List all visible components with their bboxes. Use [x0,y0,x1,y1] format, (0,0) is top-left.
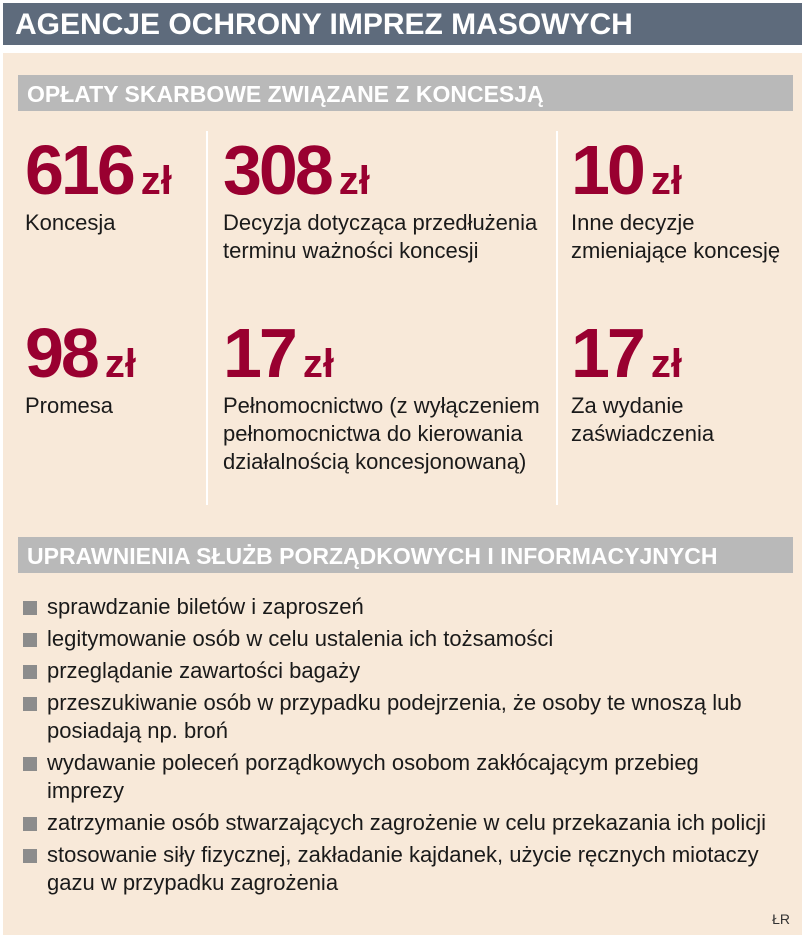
list-item: zatrzymanie osób stwarzających zagrożenie w celu przekazania ich policji [21,809,781,837]
fee-description: Promesa [25,393,114,418]
fee-item [223,131,553,265]
fee-item [25,314,200,420]
permissions-list [21,593,781,901]
square-bullet-icon [23,757,37,771]
square-bullet-icon [23,817,37,831]
square-bullet-icon [23,697,37,711]
fee-amount: 17 zł [571,314,682,392]
fees-header-label: OPŁATY SKARBOWE ZWIĄZANE Z KONCESJĄ [27,81,544,107]
divider [556,315,558,505]
square-bullet-icon [23,665,37,679]
fee-amount: 308 zł [223,131,370,209]
fee-description: Pełnomocnictwo (z wyłączeniem pełnomocnictwa do kierowania działalnością koncesjonowaną) [223,393,540,474]
fee-amount: 616 zł [25,131,172,209]
square-bullet-icon [23,601,37,615]
fee-item [571,131,793,265]
permissions-header-label: UPRAWNIENIA SŁUŻB PORZĄDKOWYCH I INFORMACYJNYCH [27,543,718,569]
list-item: legitymowanie osób w celu ustalenia ich tożsamości [21,625,781,653]
fee-item [223,314,553,476]
fee-description: Za wydanie zaświadczenia [571,393,715,446]
fee-amount: 10 zł [571,131,682,209]
page-title: AGENCJE OCHRONY IMPREZ MASOWYCH [15,8,633,41]
author-credit: ŁR [772,911,790,927]
list-item: sprawdzanie biletów i zaproszeń [21,593,781,621]
fees-section-header [18,75,793,111]
fee-item [571,314,793,448]
fee-description: Decyzja dotycząca przedłużenia terminu ważności koncesji [223,210,538,263]
fee-item [25,131,200,237]
title-bar [3,3,802,45]
permissions-section-header [18,537,793,573]
fee-amount: 17 zł [223,314,334,392]
fee-description: Koncesja [25,210,116,235]
list-item: wydawanie poleceń porządkowych osobom zakłócającym przebieg imprezy [21,749,781,805]
list-item: stosowanie siły fizycznej, zakładanie kajdanek, użycie ręcznych miotaczy gazu w przypadku zagrożenia [21,841,781,897]
fee-description: Inne decyzje zmieniające koncesję [571,210,781,263]
divider [206,315,208,505]
square-bullet-icon [23,633,37,647]
list-item: przeglądanie zawartości bagaży [21,657,781,685]
square-bullet-icon [23,849,37,863]
content-panel [3,53,802,935]
list-item: przeszukiwanie osób w przypadku podejrzenia, że osoby te wnoszą lub posiadają np. broń [21,689,781,745]
fee-amount: 98 zł [25,314,136,392]
